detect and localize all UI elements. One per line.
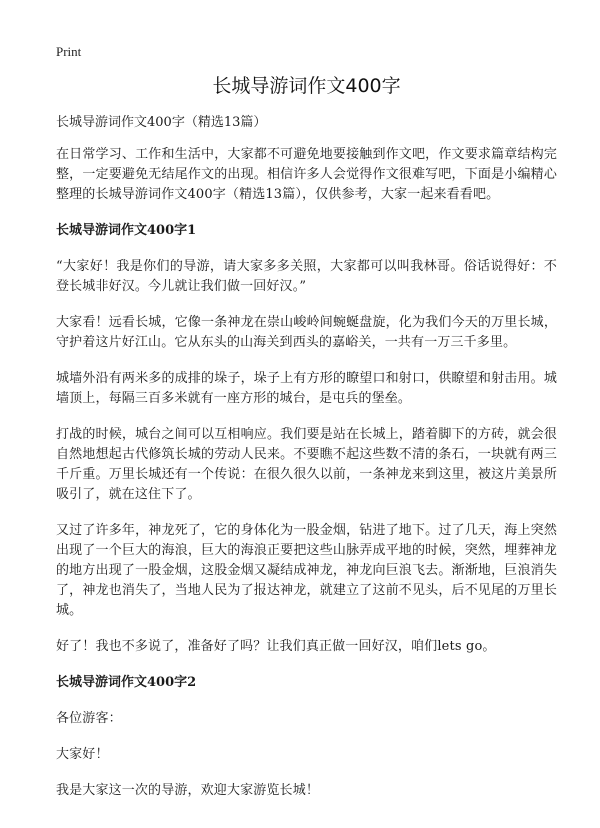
section-paragraph: 大家好！ (56, 747, 109, 762)
section-heading: 长城导游词作文400字1 (56, 223, 197, 238)
section-1 (56, 221, 557, 657)
section-paragraph: “大家好！我是你们的导游，请大家多多关照，大家都可以叫我林哥。俗话说得好：不登长城非好汉。今儿就让我们做一回好汉。” (56, 259, 557, 294)
section-paragraph: 好了！我也不多说了，准备好了吗？让我们真正做一回好汉，咱们lets go。 (56, 639, 496, 654)
section-paragraph: 打战的时候，城台之间可以互相响应。我们要是站在长城上，踏着脚下的方砖，就会很自然地想起古代修筑长城的劳动人民来。不要瞧不起这些数不清的条石，一块就有两三千斤重。万里长城还有一个传说：在很久很久以前，一条神龙来到这里，被这片美景所吸引了，就在这住下了。 (56, 427, 557, 502)
section-heading: 长城导游词作文400字2 (56, 675, 197, 690)
section-paragraph: 城墙外沿有两米多的成排的垛子，垛子上有方形的瞭望口和射口，供瞭望和射击用。城墙顶上，每隔三百多米就有一座方形的城台，是屯兵的堡垒。 (56, 371, 557, 406)
print-link[interactable]: Print (56, 44, 82, 59)
section-paragraph: 我是大家这一次的导游，欢迎大家游览长城！ (56, 783, 320, 798)
document-subtitle: 长城导游词作文400字（精选13篇） (56, 115, 267, 130)
section-paragraph: 大家看！远看长城，它像一条神龙在崇山峻岭间蜿蜒盘旋，化为我们今天的万里长城，守护着这片好江山。它从东头的山海关到西头的嘉峪关，一共有一万三千多里。 (56, 315, 557, 350)
page-title: 长城导游词作文400字 (212, 75, 401, 97)
section-2 (56, 673, 557, 801)
section-paragraph: 又过了许多年，神龙死了，它的身体化为一股金烟，钻进了地下。过了几天，海上突然出现了一个巨大的海浪，巨大的海浪正要把这些山脉弄成平地的时候，突然，埋葬神龙的地方出现了一股金烟，这股金烟又凝结成神龙，神龙向巨浪飞去。渐渐地，巨浪消失了，神龙也消失了，当地人民为了报达神龙，就建立了这前不见头，后不见尾的万里长城。 (56, 523, 557, 618)
section-paragraph: 各位游客： (56, 711, 122, 726)
intro-paragraph: 在日常学习、工作和生活中，大家都不可避免地要接触到作文吧，作文要求篇章结构完整，一定要避免无结尾作文的出现。相信许多人会觉得作文很难写吧，下面是小编精心整理的长城导游词作文400字（精选13篇），仅供参考，大家一起来看看吧。 (56, 147, 557, 202)
